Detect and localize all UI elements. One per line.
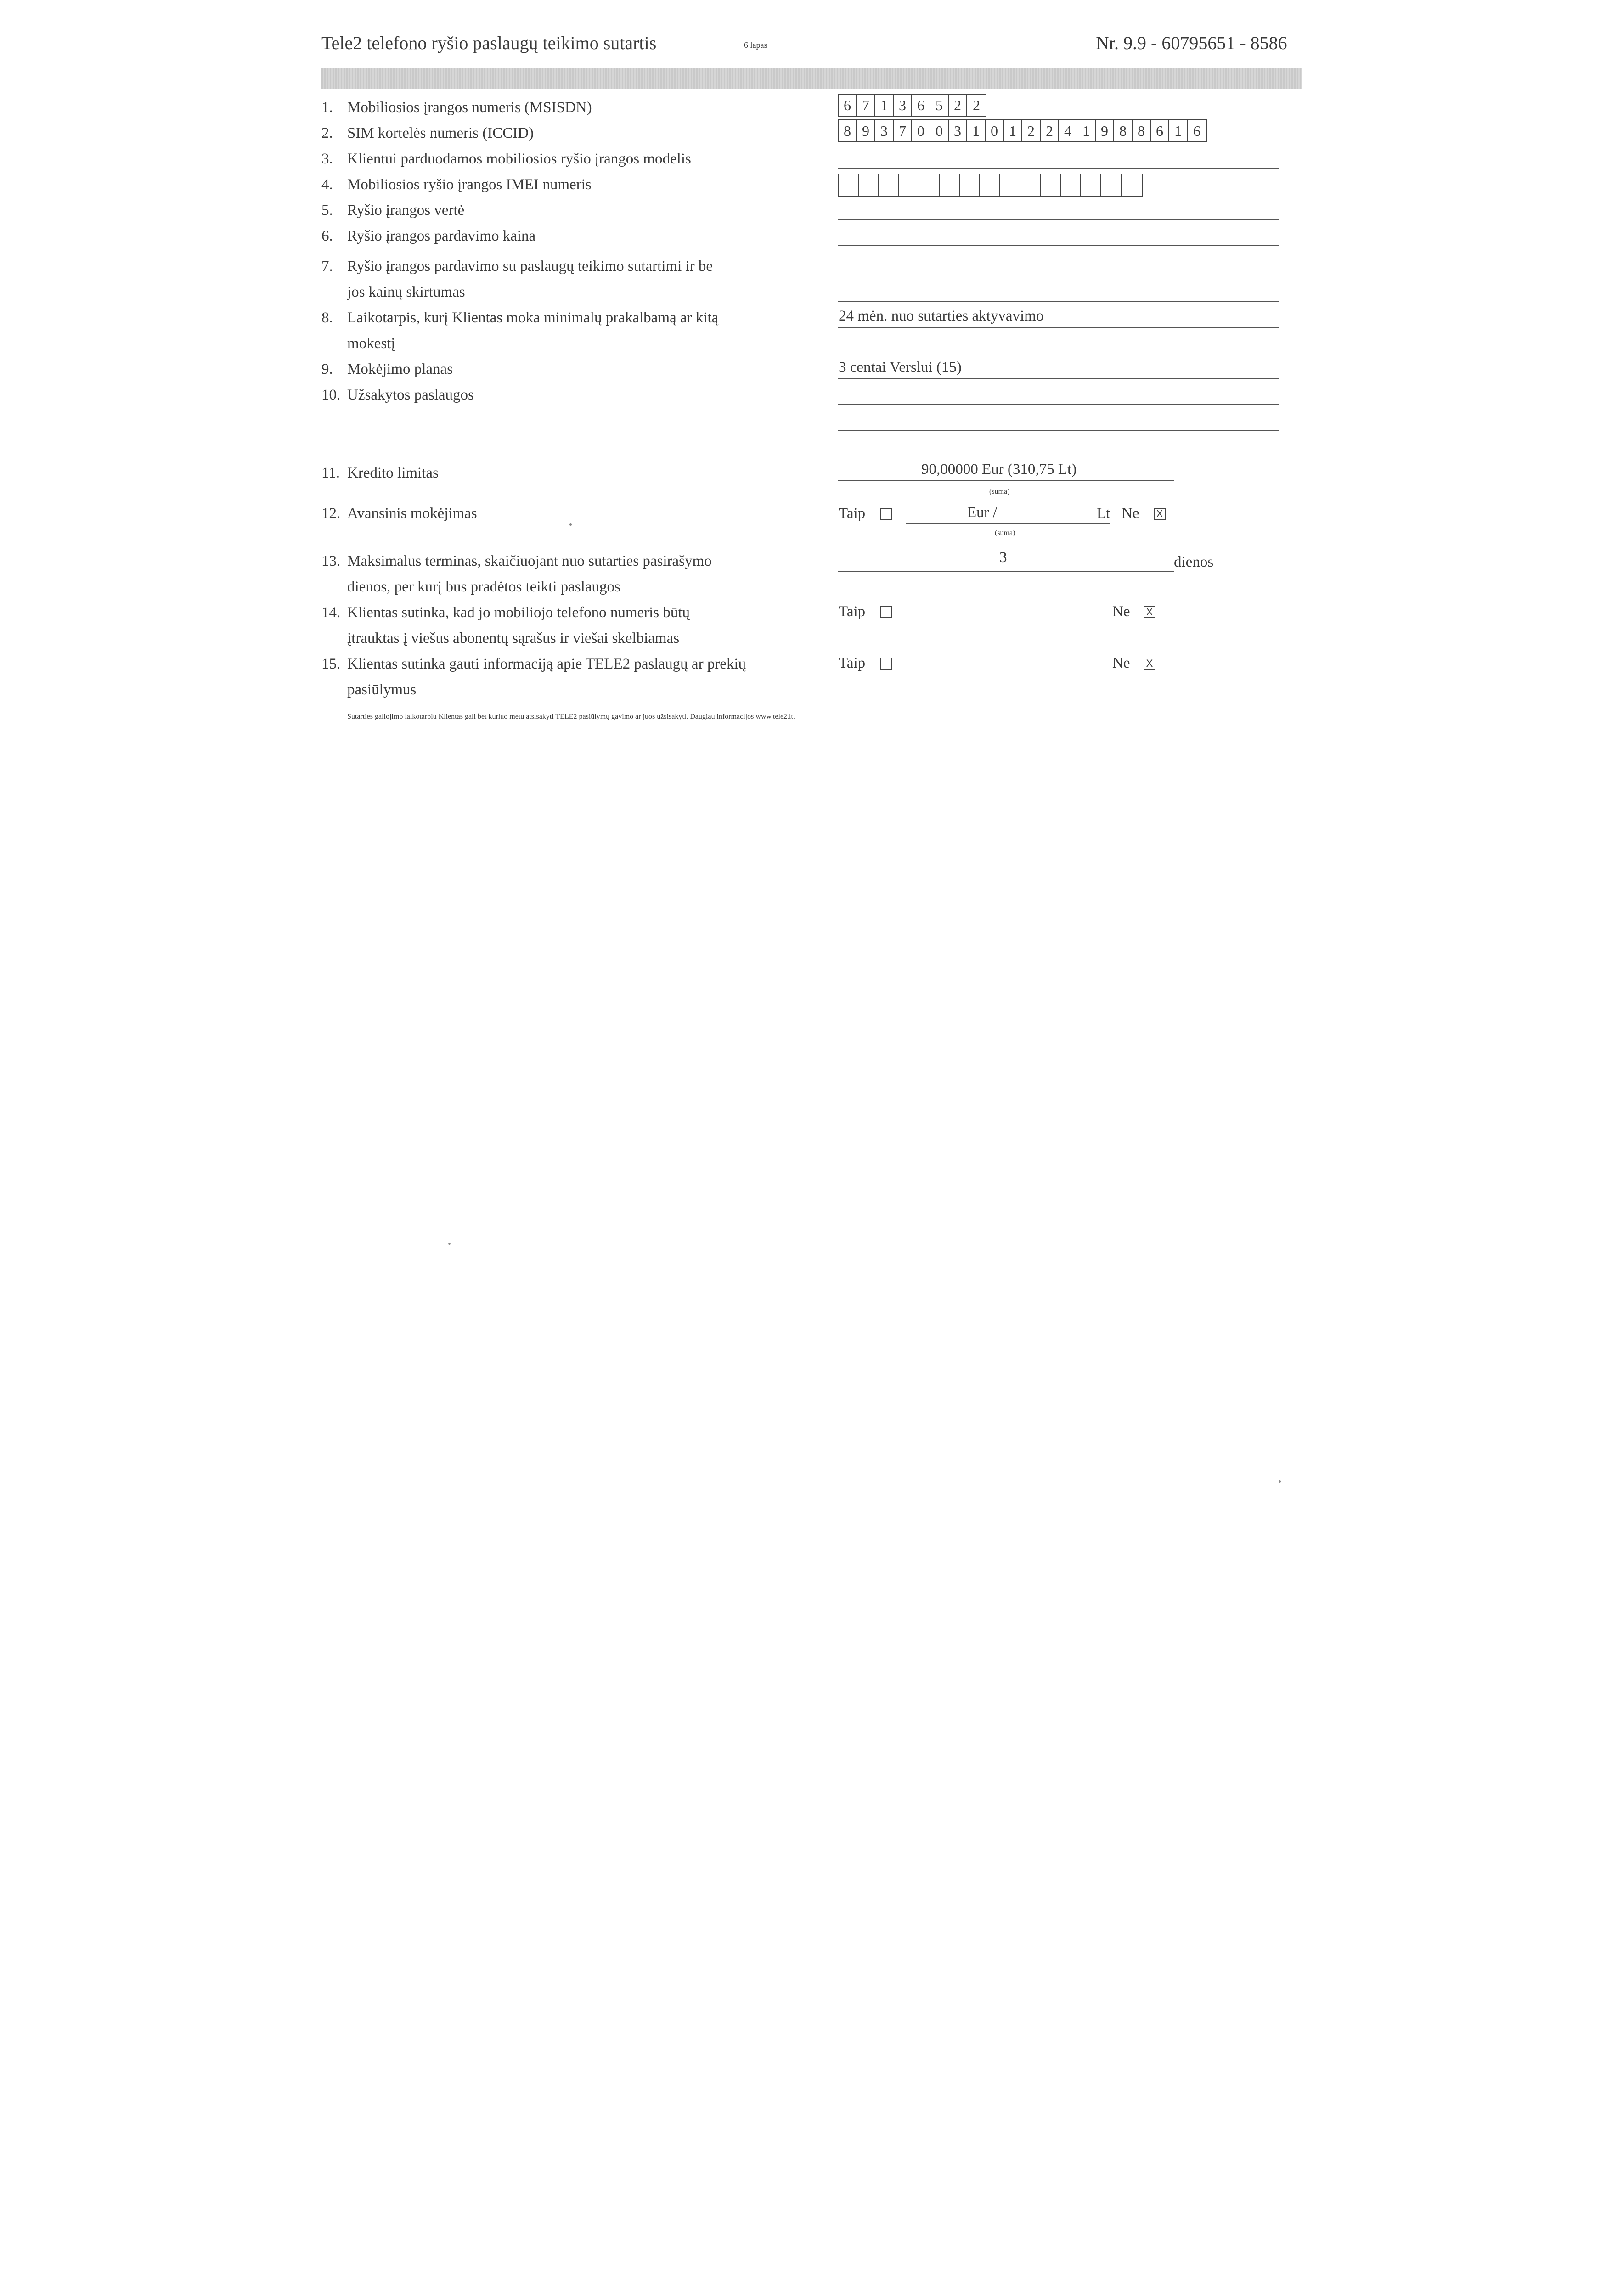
max-term-field[interactable] [838,571,1174,572]
row-number: 4. [321,176,333,193]
row-label-price-difference: Ryšio įrangos pardavimo su paslaugų teikimo sutartimi ir be [347,258,713,275]
row-label-device-value: Ryšio įrangos vertė [347,202,465,219]
row-number: 1. [321,99,333,116]
digit-box [960,174,980,196]
row-label-device-model: Klientui parduodamos mobiliosios ryšio įrangos modelis [347,151,691,167]
advance-yes-label: Taip [839,505,866,522]
digit-box: 2 [1022,120,1041,141]
row-label-max-term-cont: dienos, per kurį bus pradėtos teikti paslaugos [347,579,620,595]
credit-limit-field[interactable] [838,480,1174,481]
digit-box: 1 [1077,120,1096,141]
digit-box: 9 [857,120,875,141]
row-number: 8. [321,310,333,326]
advance-lt-label: Lt [1097,505,1110,522]
digit-box [1000,174,1020,196]
sum-caption: (suma) [995,529,1015,537]
imei-boxes[interactable] [838,174,1143,197]
digit-box: 4 [1059,120,1077,141]
row-number: 3. [321,151,333,167]
digit-box: 5 [930,95,949,116]
digit-box [1122,174,1142,196]
row-label-minimum-fee-period-cont: mokestį [347,335,395,352]
digit-box: 8 [1133,120,1151,141]
digit-box: 6 [1151,120,1169,141]
advance-no-checkbox[interactable]: X [1154,508,1166,520]
digit-box [1101,174,1122,196]
page-label: 6 lapas [744,40,767,50]
marketing-no-label: Ne [1112,655,1130,671]
row-label-device-price: Ryšio įrangos pardavimo kaina [347,228,536,244]
digit-box [1041,174,1061,196]
digit-box: 7 [894,120,912,141]
row-label-public-directory-cont: įtrauktas į viešus abonentų sąrašus ir viešai skelbiamas [347,630,680,647]
payment-plan-value: 3 centai Verslui (15) [839,359,962,376]
row-label-credit-limit: Kredito limitas [347,465,439,481]
contract-title: Tele2 telefono ryšio paslaugų teikimo sutartis [321,33,657,53]
row-label-msisdn: Mobiliosios įrangos numeris (MSISDN) [347,99,592,116]
row-number: 10. [321,387,341,403]
row-number: 15. [321,656,341,672]
row-label-marketing-consent: Klientas sutinka gauti informaciją apie TELE2 paslaugų ar prekių [347,656,746,672]
device-price-field[interactable] [838,245,1279,246]
digit-box [1020,174,1041,196]
digit-box: 2 [973,97,980,113]
digit-box: 1 [1004,120,1022,141]
row-label-advance-payment: Avansinis mokėjimas [347,505,477,522]
digit-box [1081,174,1101,196]
directory-yes-checkbox[interactable] [880,606,892,618]
row-label-marketing-consent-cont: pasiūlymus [347,681,417,698]
scan-speck [1279,1480,1281,1483]
row-number: 6. [321,228,333,244]
credit-limit-value: 90,00000 Eur (310,75 Lt) [921,461,1077,478]
minimum-fee-period-field[interactable] [838,327,1279,328]
digit-box [919,174,940,196]
ordered-services-field[interactable] [838,430,1279,431]
row-number: 14. [321,604,341,621]
digit-box: 8 [1114,120,1133,141]
marketing-yes-checkbox[interactable] [880,658,892,670]
scan-speck [448,1243,451,1245]
row-label-minimum-fee-period: Laikotarpis, kurį Klientas moka minimalų prakalbamą ar kitą [347,310,719,326]
advance-amount-field[interactable] [906,523,1110,524]
msisdn-boxes[interactable] [838,94,986,117]
digit-box: 6 [912,95,930,116]
digit-box [1061,174,1081,196]
digit-box [899,174,919,196]
row-number: 5. [321,202,333,219]
row-label-max-term: Maksimalus terminas, skaičiuojant nuo sutarties pasirašymo [347,553,712,569]
digit-box [980,174,1000,196]
marketing-yes-label: Taip [839,655,866,671]
digit-box [940,174,960,196]
row-number: 12. [321,505,341,522]
digit-box [839,174,859,196]
device-value-field[interactable] [838,219,1279,220]
max-term-unit: dienos [1174,554,1214,570]
contract-number: Nr. 9.9 - 60795651 - 8586 [1096,33,1287,53]
row-number: 13. [321,553,341,569]
payment-plan-field[interactable] [838,378,1279,379]
row-number: 11. [321,465,340,481]
marketing-no-checkbox[interactable]: X [1144,658,1155,670]
row-label-imei: Mobiliosios ryšio įrangos IMEI numeris [347,176,592,193]
digit-box: 3 [949,120,967,141]
row-label-price-difference-cont: jos kainų skirtumas [347,284,465,300]
row-number: 9. [321,361,333,377]
digit-box: 6 [1193,123,1201,139]
digit-box: 6 [839,95,857,116]
digit-box: 8 [839,120,857,141]
row-label-public-directory: Klientas sutinka, kad jo mobiliojo telefono numeris būtų [347,604,690,621]
digit-box: 9 [1096,120,1114,141]
sum-caption: (suma) [989,488,1010,495]
digit-box: 1 [1169,120,1188,141]
directory-yes-label: Taip [839,603,866,620]
digit-box: 2 [949,95,967,116]
digit-box: 0 [912,120,930,141]
max-term-value: 3 [999,549,1007,566]
iccid-boxes[interactable] [838,119,1207,142]
digit-box: 0 [986,120,1004,141]
digit-box: 1 [875,95,894,116]
advance-no-label: Ne [1122,505,1139,522]
device-model-field[interactable] [838,168,1279,169]
row-label-payment-plan: Mokėjimo planas [347,361,453,377]
advance-yes-checkbox[interactable] [880,508,892,520]
digit-box: 7 [857,95,875,116]
row-number: 7. [321,258,333,275]
digit-box: 3 [875,120,894,141]
digit-box: 2 [1041,120,1059,141]
minimum-fee-period-value: 24 mėn. nuo sutarties aktyvavimo [839,308,1044,324]
scan-speck [569,523,572,526]
header-band [321,68,1302,89]
digit-box [879,174,899,196]
footnote: Sutarties galiojimo laikotarpiu Klientas gali bet kuriuo metu atsisakyti TELE2 pasiūlymų gavimo ar juos užsisakyti. Daugiau informacijos www.tele2.lt. [347,713,795,720]
digit-box [859,174,879,196]
row-number: 2. [321,125,333,141]
ordered-services-field[interactable] [838,404,1279,405]
price-difference-field[interactable] [838,301,1279,302]
digit-box: 1 [967,120,986,141]
directory-no-label: Ne [1112,603,1130,620]
advance-eur-label: Eur / [967,504,998,521]
digit-box: 0 [930,120,949,141]
directory-no-checkbox[interactable]: X [1144,606,1155,618]
digit-box: 3 [894,95,912,116]
row-label-ordered-services: Užsakytos paslaugos [347,387,474,403]
row-label-iccid: SIM kortelės numeris (ICCID) [347,125,534,141]
